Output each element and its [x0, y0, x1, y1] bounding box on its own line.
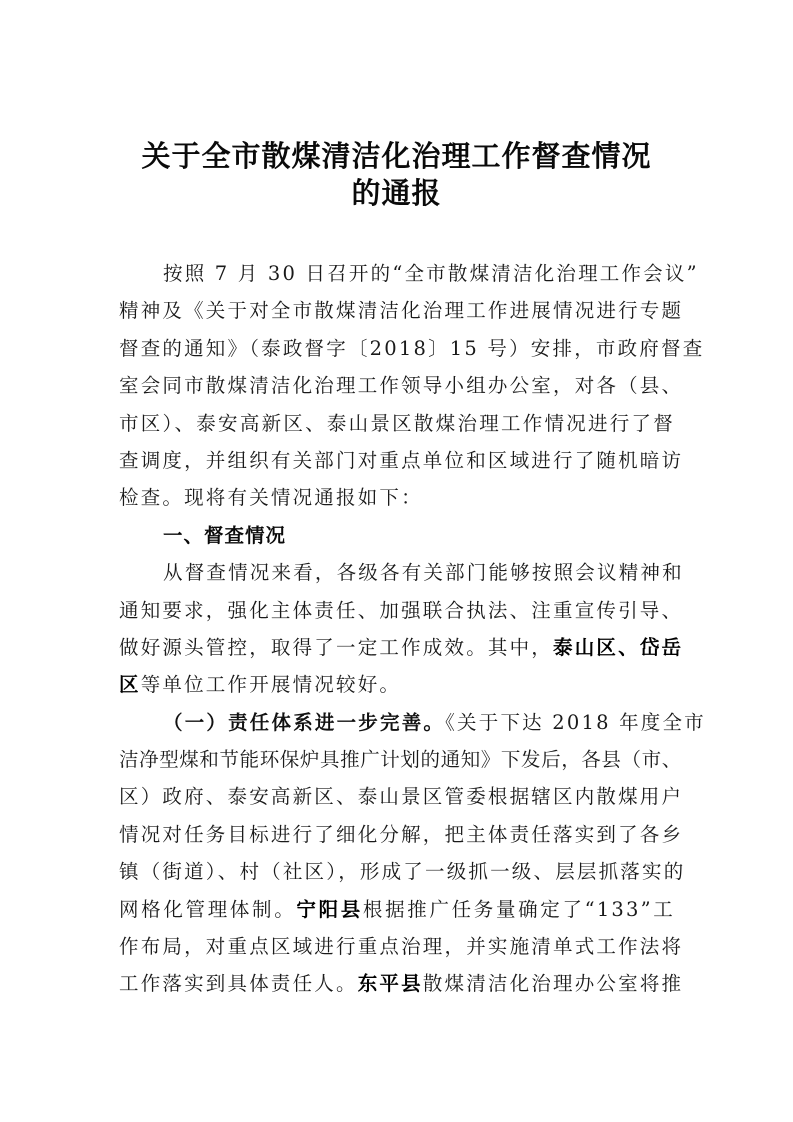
subsection1-line-1 — [119, 704, 706, 741]
intro-line-7: 检查。现将有关情况通报如下： — [119, 486, 423, 510]
intro-line-5: 市区）、泰安高新区、泰山景区散煤治理工作情况进行了督 — [119, 411, 675, 435]
section-heading-1: 一、督查情况 — [163, 523, 287, 547]
intro-line-3: 督查的通知》（泰政督字〔2018〕15 号）安排，市政府督查 — [119, 336, 705, 360]
subsection1-line-6 — [119, 891, 675, 928]
title-line-1: 关于全市散煤清洁化治理工作督查情况 — [141, 139, 652, 173]
highlight-taishan-daiyue: 泰山区、岱岳 — [553, 635, 684, 659]
section1-line-4-text: 等单位工作开展情况较好。 — [140, 673, 402, 697]
subsection1-line-1-rest: 《关于下达 2018 年度全市 — [445, 710, 706, 734]
subsection1-line-5: 镇（街道）、村（社区），形成了一级抓一级、层层抓落实的 — [119, 860, 686, 884]
subsection1-line-8 — [119, 965, 684, 1002]
section1-line-1: 从督查情况来看，各级各有关部门能够按照会议精神和 — [163, 561, 684, 585]
subsection1-line-2: 洁净型煤和节能环保炉具推广计划的通知》下发后，各县（市、 — [119, 748, 682, 772]
intro-line-1: 按照 7 月 30 日召开的“全市散煤清洁化治理工作会议” — [163, 262, 699, 285]
subsection1-line-3: 区）政府、泰安高新区、泰山景区管委根据辖区内散煤用户 — [119, 785, 684, 809]
intro-line-2: 精神及《关于对全市散煤清洁化治理工作进展情况进行专题 — [119, 299, 684, 323]
subsection1-line-4: 情况对任务目标进行了细化分解，把主体责任落实到了各乡 — [119, 822, 684, 846]
title-line-2: 的通报 — [351, 176, 442, 210]
subsection1-line-6-pre: 网格化管理体制。 — [119, 897, 297, 921]
subsection1-line-6-post: 根据推广任务量确定了“133”工 — [362, 897, 675, 921]
document-title — [100, 138, 693, 212]
subsection1-line-7: 作布局，对重点区域进行重点治理，并实施清单式工作法将 — [119, 935, 684, 959]
intro-line-4: 室会同市散煤清洁化治理工作领导小组办公室，对各（县、 — [119, 374, 684, 398]
intro-line-6: 查调度，并组织有关部门对重点单位和区域进行了随机暗访 — [119, 448, 684, 472]
highlight-district: 区 — [119, 673, 141, 697]
highlight-ningyang: 宁阳县 — [296, 897, 363, 921]
document-body — [119, 255, 706, 1003]
subsection1-line-8-post: 散煤清洁化治理办公室将推 — [422, 972, 684, 996]
section1-line-4 — [119, 666, 675, 703]
subsection1-line-8-pre: 工作落实到具体责任人。 — [119, 972, 358, 996]
section1-line-3 — [119, 629, 684, 666]
section1-line-3-text: 做好源头管控，取得了一定工作成效。其中， — [119, 635, 554, 659]
section1-line-2: 通知要求，强化主体责任、加强联合执法、注重宣传引导、 — [119, 598, 684, 622]
subsection-heading-1: （一）责任体系进一步完善。 — [163, 710, 446, 734]
highlight-dongping: 东平县 — [357, 972, 423, 996]
